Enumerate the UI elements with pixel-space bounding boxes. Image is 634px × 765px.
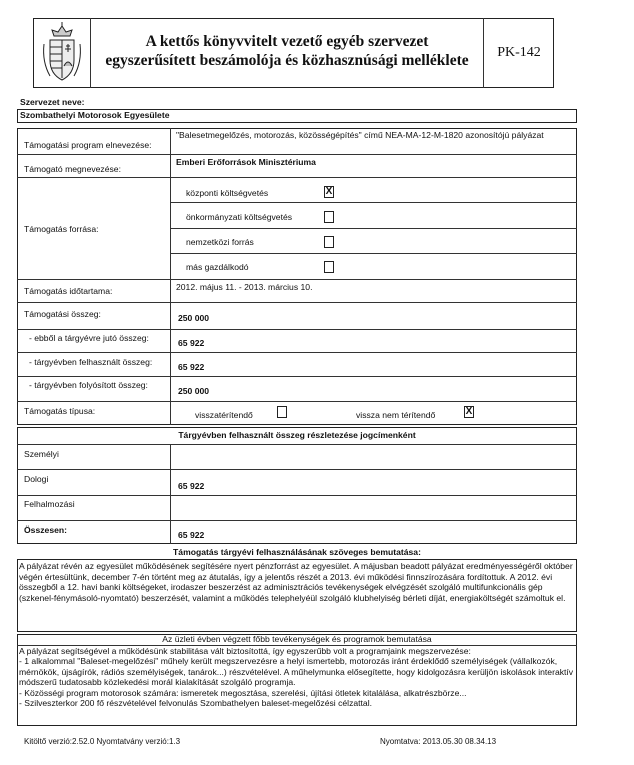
activities-line: - Közösségi program motorosok számára: ismeretek megosztása, szerelési, újítási ötletek kitalálása, alkatrészbörze... (19, 687, 467, 698)
paid-value: 250 000 (178, 386, 210, 396)
org-name: Szombathelyi Motorosok Egyesülete (20, 110, 170, 120)
breakdown-row-value: 65 922 (178, 481, 205, 491)
form-code: PK-142 (497, 45, 541, 60)
year-share-value: 65 922 (178, 338, 205, 348)
activities-line: - Szilveszterkor 200 fő részvételével felvonulás Szombathelyen baleset-megelőzési célzattal. (19, 698, 372, 709)
source-municipal-checkbox[interactable] (324, 211, 334, 223)
year-share-label: - ebből a tárgyévre jutó összeg: (29, 333, 149, 343)
form-title-line2: egyszerűsített beszámolója és közhasznúsági melléklete (105, 52, 469, 69)
usage-title: Támogatás tárgyévi felhasználásának szöveges bemutatása: (173, 547, 421, 557)
source-option-label: önkormányzati költségvetés (186, 212, 293, 222)
breakdown-title: Tárgyévben felhasznált összeg részletezése jogcímenként (178, 430, 416, 440)
breakdown-total-label: Összesen: (24, 525, 67, 535)
source-central-checkbox[interactable]: X (325, 186, 333, 197)
source-label: Támogatás forrása: (24, 224, 99, 234)
grant-col-divider (170, 128, 171, 425)
source-business-checkbox[interactable] (324, 261, 334, 273)
footer-version: Kitöltő verzió:2.52.0 Nyomtatvány verzió:1.3 (24, 737, 181, 746)
org-label: Szervezet neve: (20, 97, 85, 107)
breakdown-row-label: Személyi (24, 449, 59, 459)
paid-label: - tárgyévben folyósított összeg: (29, 380, 148, 390)
used-label: - tárgyévben felhasznált összeg: (29, 357, 153, 367)
type-refundable-label: visszatérítendő (195, 410, 253, 420)
source-option-label: nemzetközi forrás (186, 237, 254, 247)
coat-of-arms-icon (40, 22, 84, 84)
program-value: "Balesetmegelőzés, motorozás, közösségépítés" című NEA-MA-12-M-1820 azonosítójú pályázat (176, 130, 544, 140)
program-label: Támogatási program elnevezése: (24, 140, 152, 150)
usage-text: A pályázat révén az egyesület működésének segítésére nyert pénzforrást az egyesület. A májusban beadott pályázat eredményességéről október végén értesültünk, december 7-én történt meg az átutalás, így a jelentős részét a 2013. évi működési finnszírozására fordítottuk. A 2012. évi összegből a 12. havi banki költségeket, irodaszer beszerzést az adminisztrációs tevékenységek elvégzését szolgáló multifunkcionális gép (szkenel-fénymásoló-nyomtató) beszerzését, valamint a működés telephelyéül szolgáló klubhelyiség bérleti díját, energiaköltségét számoltuk el. (19, 561, 573, 603)
amount-label: Támogatási összeg: (24, 309, 101, 319)
period-value: 2012. május 11. - 2013. március 10. (176, 282, 313, 292)
amount-value: 250 000 (178, 313, 210, 323)
period-label: Támogatás időtartama: (24, 286, 113, 296)
type-nonrefundable-label: vissza nem térítendő (356, 410, 436, 420)
supporter-label: Támogató megnevezése: (24, 164, 121, 174)
form-title-line1: A kettős könyvvitelt vezető egyéb szervezet (145, 33, 429, 50)
type-nonrefundable-checkbox[interactable]: X (465, 406, 473, 417)
activities-title: Az üzleti évben végzett főbb tevékenységek és programok bemutatása (162, 634, 432, 644)
supporter-value: Emberi Erőforrások Minisztériuma (176, 157, 316, 167)
activities-line: - 1 alkalommal "Baleset-megelőzési" műhely került megszervezésre a helyi ismertebb, motorozás iránt érdeklődő személyiségek (vállalkozók, mérnökök, újságírók, rádiós személyiségek, tanárok...) részvételével. A műhelymunka elősegítette, hogy kidolgozásra kerüljön iskolások interaktív módszerű tudatosabb közlekedési morál kialakítását szolgáló programja. (19, 656, 574, 688)
activities-line: A pályázat segítségével a működésünk stabilitása vált biztosítottá, így egyszerűbb volt a programjaink megszervezése: (19, 646, 471, 656)
form-title (92, 32, 482, 70)
breakdown-total-value: 65 922 (178, 530, 205, 540)
activities-text (19, 646, 575, 708)
used-value: 65 922 (178, 362, 205, 372)
breakdown-row-label: Felhalmozási (24, 499, 75, 509)
footer-printed: Nyomtatva: 2013.05.30 08.34.13 (380, 737, 497, 746)
header-divider-left (90, 18, 91, 88)
source-international-checkbox[interactable] (324, 236, 334, 248)
breakdown-row-label: Dologi (24, 474, 49, 484)
type-label: Támogatás típusa: (24, 406, 96, 416)
type-refundable-checkbox[interactable] (277, 406, 287, 418)
source-option-label: más gazdálkodó (186, 262, 249, 272)
source-option-label: központi költségvetés (186, 188, 269, 198)
